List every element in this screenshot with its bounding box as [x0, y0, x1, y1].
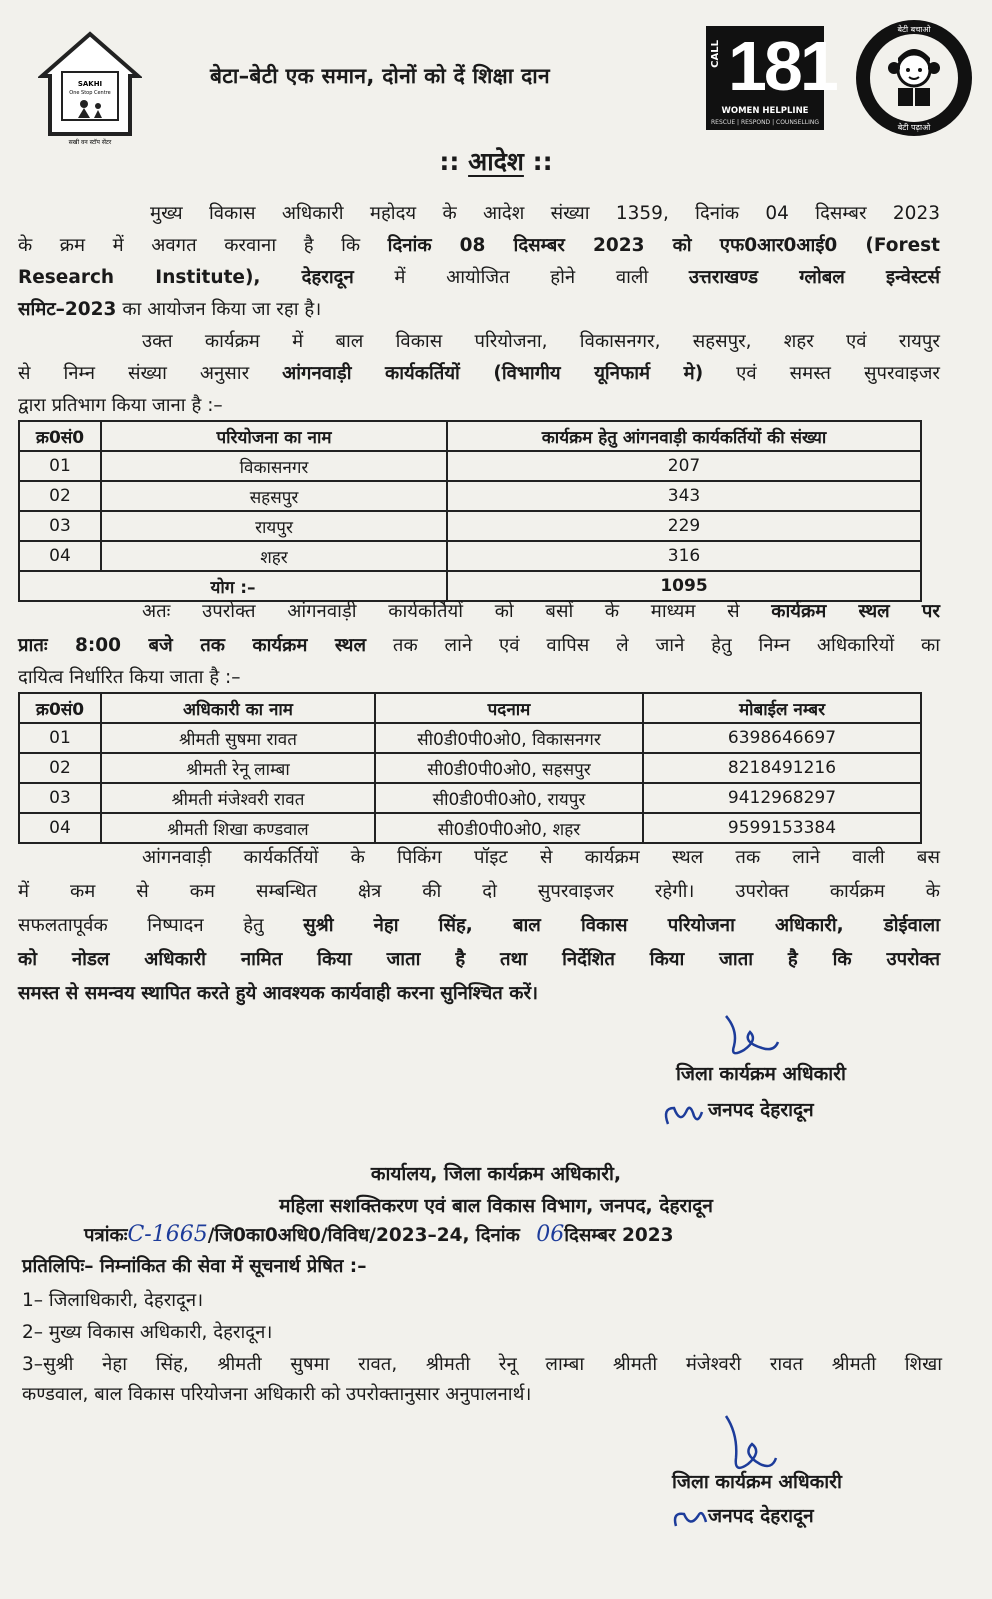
table-row: 04 शहर 316 [19, 541, 921, 571]
signature1-district: जनपद देहरादून [708, 1099, 814, 1121]
svg-text:बेटी पढ़ाओ: बेटी पढ़ाओ [897, 123, 931, 132]
copy-item-continued: कण्डवाल, बाल विकास परियोजना अधिकारी को उपरोक्तानुसार अनुपालनार्थ। [22, 1384, 532, 1405]
para1-line3: Research Institute), देहरादून में आयोजित होने वाली उत्तराखण्ड ग्लोबल इन्वेस्टर्स [18, 267, 940, 288]
order-title: :: आदेश :: [439, 147, 553, 176]
officer-responsibility-table [18, 692, 922, 844]
signature2-designation: जिला कार्यक्रम अधिकारी [672, 1471, 842, 1493]
helpline-number: 181 [728, 27, 836, 105]
total-value: 1095 [447, 571, 921, 601]
table-row: 03 श्रीमती मंजेश्वरी रावत सी0डी0पी0ओ0, रायपुर 9412968297 [19, 783, 921, 813]
helpline-text: WOMEN HELPLINE [721, 106, 809, 116]
beti-bachao-beti-padhao-logo [852, 16, 976, 140]
table-header-row: क्र0सं0 अधिकारी का नाम पदनाम मोबाईल नम्बर [19, 693, 921, 723]
copy-item: 1– जिलाधिकारी, देहरादून। [22, 1290, 204, 1311]
table-row: 03 रायपुर 229 [19, 511, 921, 541]
svg-text:SAKHI: SAKHI [77, 80, 103, 88]
para1-line4: समिट–2023 का आयोजन किया जा रहा है। [18, 299, 322, 320]
svg-text:One Stop Centre: One Stop Centre [69, 90, 111, 96]
helpline-small-text: RESCUE | RESPOND | COUNSELLING [710, 119, 819, 126]
reference-line: पत्रांकःC-1665/जि0का0अधि0/विविध/2023–24, दिनांक 06दिसम्बर 2023 [84, 1222, 674, 1247]
para2-line3: द्वारा प्रतिभाग किया जाना है :– [18, 395, 223, 416]
handwritten-reference-number: C-1665 [127, 1222, 208, 1247]
para2-line2: से निम्न संख्या अनुसार आंगनवाड़ी कार्यकर्तियों (विभागीय यूनिफार्म मे) एवं समस्त सुपरवाइजर [18, 363, 940, 384]
para1-line2: के क्रम में अवगत करवाना है कि दिनांक 08 दिसम्बर 2023 को एफ0आर0आई0 (Forest [18, 235, 940, 256]
table-row: 02 सहसपुर 343 [19, 481, 921, 511]
women-helpline-181-logo [706, 26, 836, 130]
initials-scribble [670, 1500, 710, 1536]
svg-text:सखी वन स्टॉप सेंटर: सखी वन स्टॉप सेंटर [68, 139, 112, 146]
project-worker-table [18, 420, 922, 602]
signature1-designation: जिला कार्यक्रम अधिकारी [676, 1063, 846, 1085]
total-label: योग :– [19, 571, 447, 601]
slogan: बेटा–बेटी एक समान, दोनों को दें शिक्षा दान [210, 64, 550, 88]
para3-line1: अतः उपरोक्त आंगनवाड़ी कार्यकर्तियों को बसों के माध्यम से कार्यक्रम स्थल पर [142, 601, 940, 622]
copy-item: 3–सुश्री नेहा सिंह, श्रीमती सुषमा रावत, श्रीमती रेनू लाम्बा श्रीमती मंजेश्वरी रावत श्रीमती शिखा [22, 1354, 942, 1375]
table-row: 01 विकासनगर 207 [19, 451, 921, 481]
order-title-word: आदेश [468, 147, 524, 176]
table-header-row: क्र0सं0 परियोजना का नाम कार्यक्रम हेतु आंगनवाड़ी कार्यकर्तियों की संख्या [19, 421, 921, 451]
svg-text:बेटी बचाओ: बेटी बचाओ [897, 25, 931, 34]
sakhi-house-logo [38, 30, 142, 148]
office-line1: कार्यालय, जिला कार्यक्रम अधिकारी, [370, 1163, 622, 1185]
helpline-call-label: CALL [710, 40, 721, 68]
para4-line2: में कम से कम सम्बन्धित क्षेत्र की दो सुपरवाइजर रहेगी। उपरोक्त कार्यक्रम के [18, 881, 940, 902]
table-row: 04 श्रीमती शिखा कण्डवाल सी0डी0पी0ओ0, शहर 9599153384 [19, 813, 921, 843]
copy-heading: प्रतिलिपिः– निम्नांकित की सेवा में सूचनार्थ प्रेषित :– [22, 1256, 367, 1277]
para2-line1: उक्त कार्यक्रम में बाल विकास परियोजना, विकासनगर, सहसपुर, शहर एवं रायपुर [142, 331, 940, 352]
signature-scribble [716, 1012, 786, 1062]
initials-scribble [660, 1094, 706, 1134]
office-line2: महिला सशक्तिकरण एवं बाल विकास विभाग, जनपद, देहरादून [279, 1195, 713, 1217]
para4-line5: समस्त से समन्वय स्थापित करते हुये आवश्यक कार्यवाही करना सुनिश्चित करें। [18, 983, 539, 1004]
table-row: 01 श्रीमती सुषमा रावत सी0डी0पी0ओ0, विकासनगर 6398646697 [19, 723, 921, 753]
copy-item: 2– मुख्य विकास अधिकारी, देहरादून। [22, 1322, 273, 1343]
table-row: 02 श्रीमती रेनू लाम्बा सी0डी0पी0ओ0, सहसपुर 8218491216 [19, 753, 921, 783]
signature2-district: जनपद देहरादून [708, 1505, 814, 1527]
para4-line4: को नोडल अधिकारी नामित किया जाता है तथा निर्देशित किया जाता है कि उपरोक्त [18, 949, 940, 970]
para4-line3: सफलतापूर्वक निष्पादन हेतु सुश्री नेहा सिंह, बाल विकास परियोजना अधिकारी, डोईवाला [18, 915, 940, 936]
para1-line1: मुख्य विकास अधिकारी महोदय के आदेश संख्या 1359, दिनांक 04 दिसम्बर 2023 [150, 203, 940, 224]
para3-line3: दायित्व निर्धारित किया जाता है :– [18, 667, 241, 688]
para4-line1: आंगनवाड़ी कार्यकर्तियों के पिकिंग पॉइट से कार्यक्रम स्थल तक लाने वाली बस [142, 847, 940, 868]
handwritten-date: 06 [536, 1222, 565, 1247]
para3-line2: प्रातः 8:00 बजे तक कार्यक्रम स्थल तक लाने एवं वापिस ले जाने हेतु निम्न अधिकारियों का [18, 635, 940, 656]
